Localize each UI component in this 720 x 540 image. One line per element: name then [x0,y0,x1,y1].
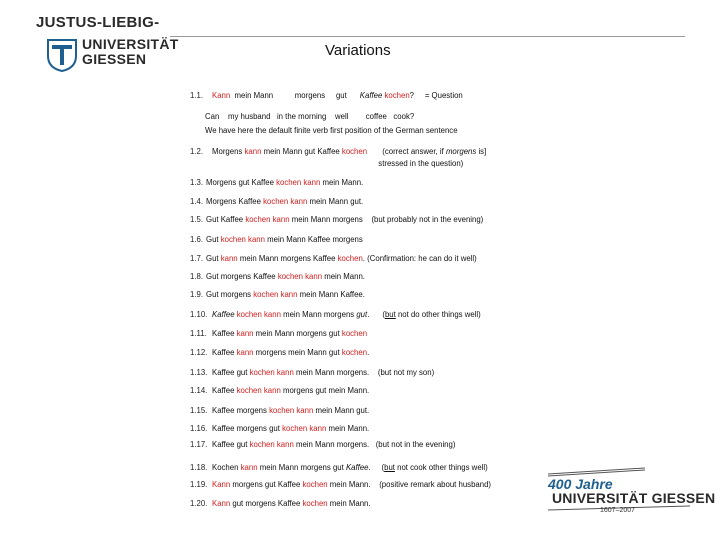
sentence-fragment: kann [245,235,265,244]
example-sentence [212,348,369,358]
sentence-fragment: kochen [337,254,363,263]
sentence-fragment: gut morgens Kaffee [230,499,303,508]
sentence-fragment: kann [270,215,290,224]
sentence-fragment: mein Mann gut Kaffee [261,147,342,156]
example-number: 1.5. [190,215,204,224]
sentence-fragment: mein Mann. [327,499,371,508]
sentence-fragment: kochen [341,329,368,338]
sentence-fragment: kochen [253,290,279,299]
example-number: 1.20. [190,499,208,508]
sentence-fragment: mein Mann morgens gut [253,329,342,338]
example-number: 1.19. [190,480,208,489]
sentence-fragment: mein Mann morgens [280,310,357,319]
sentence-fragment: is] [476,147,487,156]
example-number: 1.11. [190,329,207,338]
sentence-fragment: Gut morgens Kaffee [206,272,278,281]
sentence-fragment: mein Mann gut. [307,197,364,206]
example-sentence [212,329,367,339]
sentence-fragment: Kann [212,499,231,508]
sentence-fragment: kann [240,463,258,472]
example-sentence [212,91,463,101]
example-number: 1.18. [190,463,208,472]
sentence-fragment: Kaffee [345,463,369,472]
sentence-fragment: kochen [382,91,410,100]
sentence-fragment: kann [288,197,308,206]
sentence-fragment: not do other things well) [395,310,481,319]
sentence-fragment: kann [302,272,323,281]
sentence-fragment: Kochen [212,463,241,472]
sentence-fragment: mein Mann morgens gut [257,463,346,472]
sentence-fragment: mein Mann [230,91,278,100]
sentence-fragment: kochen [302,499,328,508]
sentence-fragment: Kaffee [212,386,237,395]
example-sentence [206,235,363,245]
example-sentence [206,272,365,282]
sentence-fragment: mein Mann morgens Kaffee [237,254,338,263]
example-number: 1.10. [190,310,208,319]
sentence-fragment: Kaffee [212,329,237,338]
example-note [205,159,463,169]
example-number: 1.15. [190,406,208,415]
sentence-fragment: mein Mann. [320,178,364,187]
sentence-fragment: kochen [263,197,289,206]
anniversary-logo-title: 400 Jahre [548,476,613,492]
sentence-fragment: Gut [206,235,221,244]
sentence-fragment: . [367,348,370,357]
example-sentence [212,310,481,320]
example-note [205,112,414,122]
anniversary-logo-university: UNIVERSITÄT GIESSEN [552,490,716,506]
example-number: 1.16. [190,424,208,433]
sentence-fragment: Kaffee gut [212,368,250,377]
example-number: 1.8. [190,272,204,281]
example-number: 1.2. [190,147,204,156]
sentence-fragment: Gut morgens [206,290,254,299]
sentence-fragment: mein Mann. [326,424,370,433]
sentence-fragment: mein Mann Kaffee morgens [264,235,363,244]
example-number: 1.6. [190,235,204,244]
sentence-fragment: but [384,310,396,319]
example-sentence [212,406,369,416]
sentence-fragment: morgens gut mein Mann. [280,386,370,395]
sentence-fragment: mein Mann Kaffee. [297,290,365,299]
header-rule [170,36,685,37]
sentence-fragment: Morgens gut Kaffee [206,178,277,187]
sentence-fragment: morgens gut [277,91,360,100]
sentence-fragment: kann [236,329,254,338]
sentence-fragment: morgens [445,147,477,156]
sentence-fragment: ? = Question [409,91,463,100]
sentence-fragment: kochen [276,178,302,187]
anniversary-logo-years: 1607–2007 [600,507,636,514]
sentence-fragment: morgens gut Kaffee [230,480,303,489]
example-sentence [212,480,491,490]
example-sentence [212,386,369,396]
example-number: 1.17. [190,440,208,449]
sentence-fragment: Gut Kaffee [206,215,246,224]
sentence-fragment: stressed in the question) [205,159,464,168]
sentence-fragment: mein Mann. [322,272,365,281]
sentence-fragment: kann [301,178,321,187]
sentence-fragment: kochen kann [282,424,327,433]
sentence-fragment: mein Mann gut. [313,406,370,415]
sentence-fragment: mein Mann. (positive remark about husband) [327,480,492,489]
sentence-fragment: mein Mann morgens. (but not my son) [293,368,435,377]
sentence-fragment: kann [244,147,262,156]
example-number: 1.3. [190,178,204,187]
sentence-fragment: Can my husband in the morning well coffee cook? [205,112,415,121]
sentence-fragment: Morgens Kaffee [206,197,264,206]
sentence-fragment: Morgens [212,147,245,156]
sentence-fragment: Kann [212,480,231,489]
example-number: 1.13. [190,368,208,377]
sentence-fragment: gut [356,310,368,319]
example-number: 1.1. [190,91,204,100]
sentence-fragment: morgens mein Mann gut [253,348,342,357]
example-sentence [206,254,477,264]
example-sentence [206,178,363,188]
example-sentence [212,440,455,450]
sentence-fragment: mein Mann morgens (but probably not in the evening) [289,215,484,224]
sentence-fragment: Kaffee gut [212,440,250,449]
sentence-fragment: kochen kann [269,406,314,415]
sentence-fragment: kann [278,290,298,299]
example-sentence [212,463,488,473]
example-sentence [206,197,363,207]
sentence-fragment: Kaffee [212,348,237,357]
sentence-fragment: Kann [212,91,231,100]
sentence-fragment: kochen [220,235,246,244]
sentence-fragment: kochen kann [236,386,281,395]
example-sentence [212,499,371,509]
sentence-fragment: kochen kann [234,310,281,319]
example-sentence [212,368,434,378]
university-line-1: UNIVERSITÄT [82,36,179,52]
sentence-fragment: . ( [368,463,385,472]
example-note [205,126,458,136]
example-number: 1.9. [190,290,204,299]
sentence-fragment: Kaffee morgens gut [212,424,283,433]
sentence-fragment: Kaffee [212,310,235,319]
sentence-fragment: (correct answer, if [367,147,446,156]
university-crest-icon [46,38,78,72]
sentence-fragment: kochen kann [249,368,294,377]
sentence-fragment: Kaffee morgens [212,406,270,415]
sentence-fragment: kochen [341,147,368,156]
sentence-fragment: . (Confirmation: he can do it well) [362,254,477,263]
example-sentence [212,147,486,157]
sentence-fragment: kochen [302,480,328,489]
university-wordmark-top: JUSTUS-LIEBIG- [36,14,160,31]
sentence-fragment: kochen [277,272,303,281]
sentence-fragment: We have here the default finite verb first position of the German sentence [205,126,458,135]
sentence-fragment: Kaffee [359,91,383,100]
sentence-fragment: kochen kann [249,440,294,449]
sentence-fragment: not cook other things well) [394,463,488,472]
example-sentence [206,290,365,300]
sentence-fragment: Gut [206,254,221,263]
example-number: 1.12. [190,348,208,357]
example-number: 1.4. [190,197,204,206]
sentence-fragment: kochen [245,215,271,224]
example-sentence [206,215,483,225]
example-sentence [212,424,369,434]
sentence-fragment: kann [236,348,254,357]
example-number: 1.14. [190,386,208,395]
sentence-fragment: mein Mann morgens. (but not in the evening) [293,440,456,449]
university-line-2: GIESSEN [82,51,147,67]
sentence-fragment: kochen [341,348,368,357]
slide-title: Variations [325,42,391,59]
sentence-fragment: but [384,463,395,472]
university-wordmark [82,37,179,67]
sentence-fragment: . ( [367,310,385,319]
sentence-fragment: kann [220,254,238,263]
example-number: 1.7. [190,254,204,263]
